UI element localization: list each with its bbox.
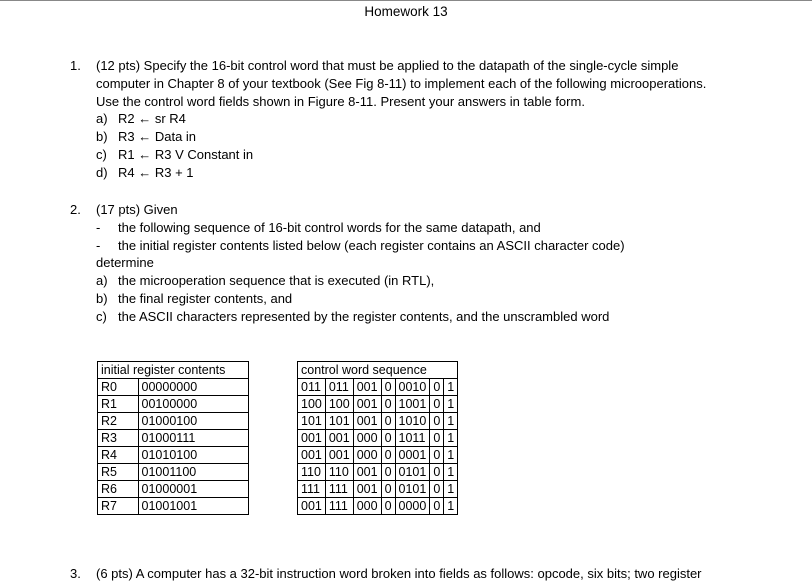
cw-field: 0 (381, 464, 395, 481)
q1-item-a: R2 ← sr R4 (118, 111, 186, 126)
cw-field: 0 (430, 413, 444, 430)
cw-field: 001 (353, 379, 381, 396)
cw-field: 100 (325, 396, 353, 413)
cw-field: 1 (444, 379, 458, 396)
q2-bullet-1: the following sequence of 16-bit control words for the same datapath, and (118, 220, 541, 235)
q1-line-3: Use the control word fields shown in Figure 8-11. Present your answers in table form. (96, 94, 585, 109)
cw-field: 111 (325, 481, 353, 498)
cw-field: 001 (298, 430, 326, 447)
register-table-header: initial register contents (98, 362, 249, 379)
q1-item-c: R1 ← R3 V Constant in (118, 147, 254, 162)
q1-item-d-label: d) (96, 165, 108, 180)
cw-field: 0 (430, 379, 444, 396)
cw-field: 1 (444, 498, 458, 515)
cw-field: 1 (444, 430, 458, 447)
table-row (98, 430, 249, 447)
table-row (98, 396, 249, 413)
q2-determine: determine (96, 255, 154, 270)
register-name: R6 (98, 481, 139, 498)
cw-field: 110 (325, 464, 353, 481)
cw-field: 111 (325, 498, 353, 515)
cw-field: 111 (298, 481, 326, 498)
cw-field: 1 (444, 447, 458, 464)
register-name: R2 (98, 413, 139, 430)
cw-field: 0000 (395, 498, 430, 515)
cw-field: 000 (353, 430, 381, 447)
cw-field: 000 (353, 498, 381, 515)
q2-item-b: the final register contents, and (118, 291, 293, 306)
cw-field: 0001 (395, 447, 430, 464)
cw-field: 1 (444, 481, 458, 498)
cw-field: 100 (298, 396, 326, 413)
cw-field: 001 (298, 498, 326, 515)
cw-field: 110 (298, 464, 326, 481)
cw-field: 001 (325, 430, 353, 447)
q1-line-2: computer in Chapter 8 of your textbook (See Fig 8-11) to implement each of the following microoperations. (96, 76, 707, 91)
q1-line-1: (12 pts) Specify the 16-bit control word that must be applied to the datapath of the single-cycle simple (96, 58, 679, 73)
cw-field: 0 (381, 447, 395, 464)
cw-field: 1010 (395, 413, 430, 430)
cw-field: 0 (381, 430, 395, 447)
table-row (298, 447, 458, 464)
register-name: R1 (98, 396, 139, 413)
q2-item-c-label: c) (96, 309, 107, 324)
q1-item-d: R4 ← R3 + 1 (118, 165, 194, 180)
table-row (298, 481, 458, 498)
q2-item-b-label: b) (96, 291, 108, 306)
q2-bullet-dash: - (96, 220, 101, 235)
table-row (298, 413, 458, 430)
register-value: 01001001 (138, 498, 248, 515)
q2-bullet-2: the initial register contents listed below (each register contains an ASCII character code) (118, 238, 625, 253)
cw-field: 1 (444, 396, 458, 413)
register-value: 00100000 (138, 396, 248, 413)
q2-item-c: the ASCII characters represented by the register contents, and the unscrambled word (118, 309, 610, 324)
register-name: R7 (98, 498, 139, 515)
table-row (298, 464, 458, 481)
cw-field: 0 (381, 498, 395, 515)
cw-field: 001 (353, 481, 381, 498)
table-row (298, 396, 458, 413)
q1-item-a-label: a) (96, 111, 108, 126)
q3-text: (6 pts) A computer has a 32-bit instruction word broken into fields as follows: opcode, six bits; two register (96, 566, 702, 581)
table-row (98, 447, 249, 464)
table-row (98, 464, 249, 481)
q3-number: 3. (70, 566, 81, 581)
cw-field: 0 (381, 396, 395, 413)
cw-field: 001 (325, 447, 353, 464)
cw-field: 001 (298, 447, 326, 464)
q2-number: 2. (70, 202, 81, 217)
table-row (298, 498, 458, 515)
q2-bullet-dash: - (96, 238, 101, 253)
register-value: 00000000 (138, 379, 248, 396)
cw-field: 101 (298, 413, 326, 430)
cw-field: 1 (444, 464, 458, 481)
register-name: R5 (98, 464, 139, 481)
q1-item-b: R3 ← Data in (118, 129, 197, 144)
q1-number: 1. (70, 58, 81, 73)
cw-field: 011 (325, 379, 353, 396)
table-row (98, 413, 249, 430)
cw-field: 1011 (395, 430, 430, 447)
cw-field: 0 (430, 481, 444, 498)
cw-field: 1 (444, 413, 458, 430)
table-row (98, 498, 249, 515)
cw-field: 0101 (395, 464, 430, 481)
register-table (97, 361, 249, 515)
control-word-table-header: control word sequence (298, 362, 458, 379)
top-border (0, 0, 812, 1)
cw-field: 001 (353, 396, 381, 413)
cw-field: 011 (298, 379, 326, 396)
cw-field: 0 (381, 413, 395, 430)
cw-field: 001 (353, 464, 381, 481)
q2-item-a: the microoperation sequence that is executed (in RTL), (118, 273, 435, 288)
cw-field: 0 (430, 464, 444, 481)
control-word-table (297, 361, 458, 515)
cw-field: 101 (325, 413, 353, 430)
register-value: 01010100 (138, 447, 248, 464)
register-value: 01000111 (138, 430, 248, 447)
cw-field: 0 (430, 396, 444, 413)
page-title: Homework 13 (364, 4, 448, 19)
cw-field: 0 (381, 379, 395, 396)
q2-intro: (17 pts) Given (96, 202, 178, 217)
register-name: R4 (98, 447, 139, 464)
cw-field: 0101 (395, 481, 430, 498)
table-row (298, 379, 458, 396)
cw-field: 0 (430, 447, 444, 464)
cw-field: 0 (381, 481, 395, 498)
q1-item-b-label: b) (96, 129, 108, 144)
cw-field: 0 (430, 498, 444, 515)
table-row (298, 430, 458, 447)
register-value: 01000100 (138, 413, 248, 430)
cw-field: 001 (353, 413, 381, 430)
cw-field: 0 (430, 430, 444, 447)
cw-field: 000 (353, 447, 381, 464)
register-name: R3 (98, 430, 139, 447)
register-value: 01000001 (138, 481, 248, 498)
q3-partial (70, 558, 812, 581)
cw-field: 1001 (395, 396, 430, 413)
register-name: R0 (98, 379, 139, 396)
cw-field: 0010 (395, 379, 430, 396)
register-value: 01001100 (138, 464, 248, 481)
table-row (98, 379, 249, 396)
table-row (98, 481, 249, 498)
q1-item-c-label: c) (96, 147, 107, 162)
q2-item-a-label: a) (96, 273, 108, 288)
